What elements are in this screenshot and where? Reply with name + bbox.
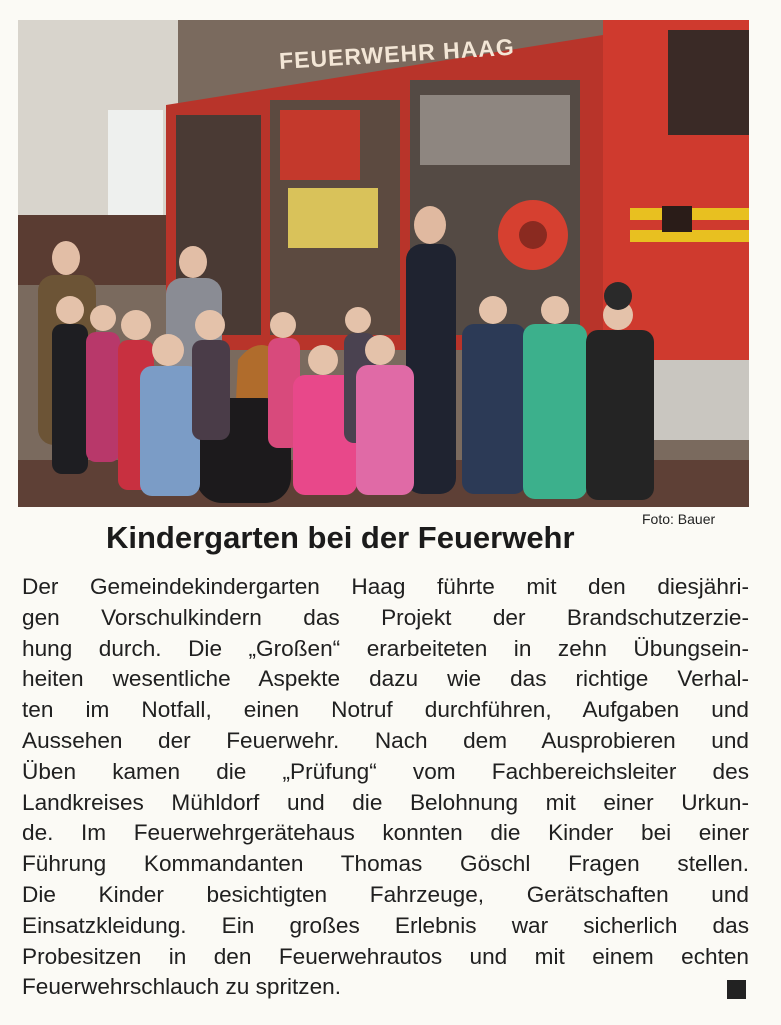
article-end-square-icon	[727, 980, 746, 999]
body-line: gen Vorschulkindern das Projekt der Brandschutzerzie-	[22, 604, 749, 630]
body-line: Üben kamen die „Prüfung“ vom Fachbereichsleiter des	[22, 758, 749, 784]
body-line: heiten wesentliche Aspekte dazu wie das richtige Verhal-	[22, 666, 749, 692]
photo-credit: Foto: Bauer	[642, 511, 716, 527]
article-photo	[18, 20, 749, 507]
children-group	[52, 282, 654, 500]
body-line: hung durch. Die „Großen“ erarbeiteten in zehn Übungsein-	[22, 635, 749, 661]
article-body	[22, 572, 749, 1003]
body-line: Probesitzen in den Feuerwehrautos und mit einem echten	[22, 943, 749, 969]
body-line: Aussehen der Feuerwehr. Nach dem Ausprobieren und	[22, 727, 749, 753]
body-line: Der Gemeindekindergarten Haag führte mit den diesjähri-	[22, 574, 749, 599]
body-line: ten im Notfall, einen Notruf durchführen, Aufgaben und	[22, 697, 749, 723]
fire-station-group-photo	[18, 20, 749, 507]
article-headline: Kindergarten bei der Feuerwehr	[106, 520, 575, 555]
body-line: Landkreises Mühldorf und die Belohnung mit einer Urkun-	[22, 789, 749, 815]
body-line: Feuerwehrschlauch zu spritzen.	[22, 974, 341, 1000]
body-line: de. Im Feuerwehrgerätehaus konnten die Kinder bei einer	[22, 820, 749, 846]
truck-sign-text: FEUERWEHR HAAG	[278, 33, 516, 75]
body-line: Führung Kommandanten Thomas Göschl Fragen stellen.	[22, 851, 749, 877]
body-line: Die Kinder besichtigten Fahrzeuge, Gerätschaften und	[22, 881, 749, 907]
body-line: Einsatzkleidung. Ein großes Erlebnis war sicherlich das	[22, 912, 749, 938]
